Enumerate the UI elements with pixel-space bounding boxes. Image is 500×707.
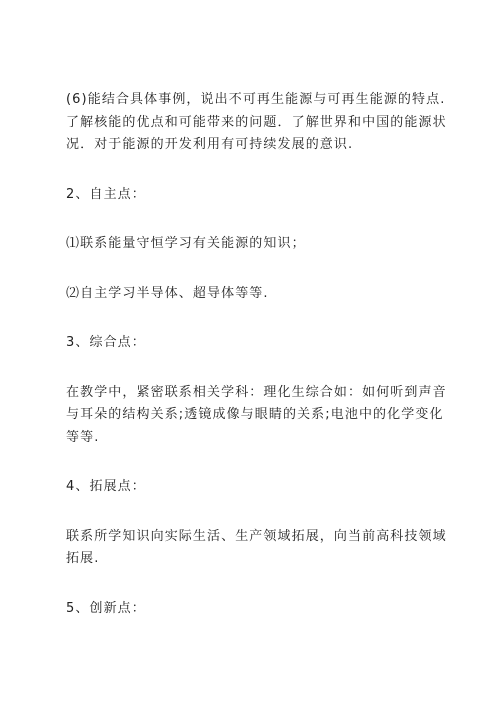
text-line: 况．对于能源的开发利用有可持续发展的意识. xyxy=(66,137,354,152)
text-line: ⑴联系能量守恒学习有关能源的知识； xyxy=(66,236,306,251)
text-line: 联系所学知识向实际生活、生产领域拓展，向当前高科技领域 xyxy=(66,528,447,544)
text-line: 拓展. xyxy=(66,551,100,566)
section-heading: 5、创新点： xyxy=(66,600,146,616)
paragraph-extension xyxy=(66,526,447,571)
document-body xyxy=(66,89,447,620)
section-heading: 2、自主点： xyxy=(66,186,146,202)
heading-self-directed xyxy=(66,184,444,207)
list-item-2 xyxy=(66,283,444,306)
paragraph-integration xyxy=(66,382,447,450)
text-line: 在教学中，紧密联系相关学科：理化生综合如：如何听到声音 xyxy=(66,384,447,400)
text-line: (6)能结合具体事例，说出不可再生能源与可再生能源的特点. xyxy=(66,92,446,107)
text-line: 等等. xyxy=(66,429,100,445)
text-line: 与耳朵的结构关系;透镜成像与眼睛的关系;电池中的化学变化 xyxy=(66,407,444,422)
paragraph-objective-6 xyxy=(66,89,447,157)
text-line: ⑵自主学习半导体、超导体等等. xyxy=(66,285,269,301)
section-heading: 3、综合点： xyxy=(66,335,146,350)
section-heading: 4、拓展点： xyxy=(66,479,146,494)
heading-integration xyxy=(66,332,444,355)
heading-extension xyxy=(66,476,444,499)
text-line: 了解核能的优点和可能带来的问题．了解世界和中国的能源状 xyxy=(66,114,447,130)
list-item-1 xyxy=(66,233,444,256)
heading-innovation xyxy=(66,598,444,621)
